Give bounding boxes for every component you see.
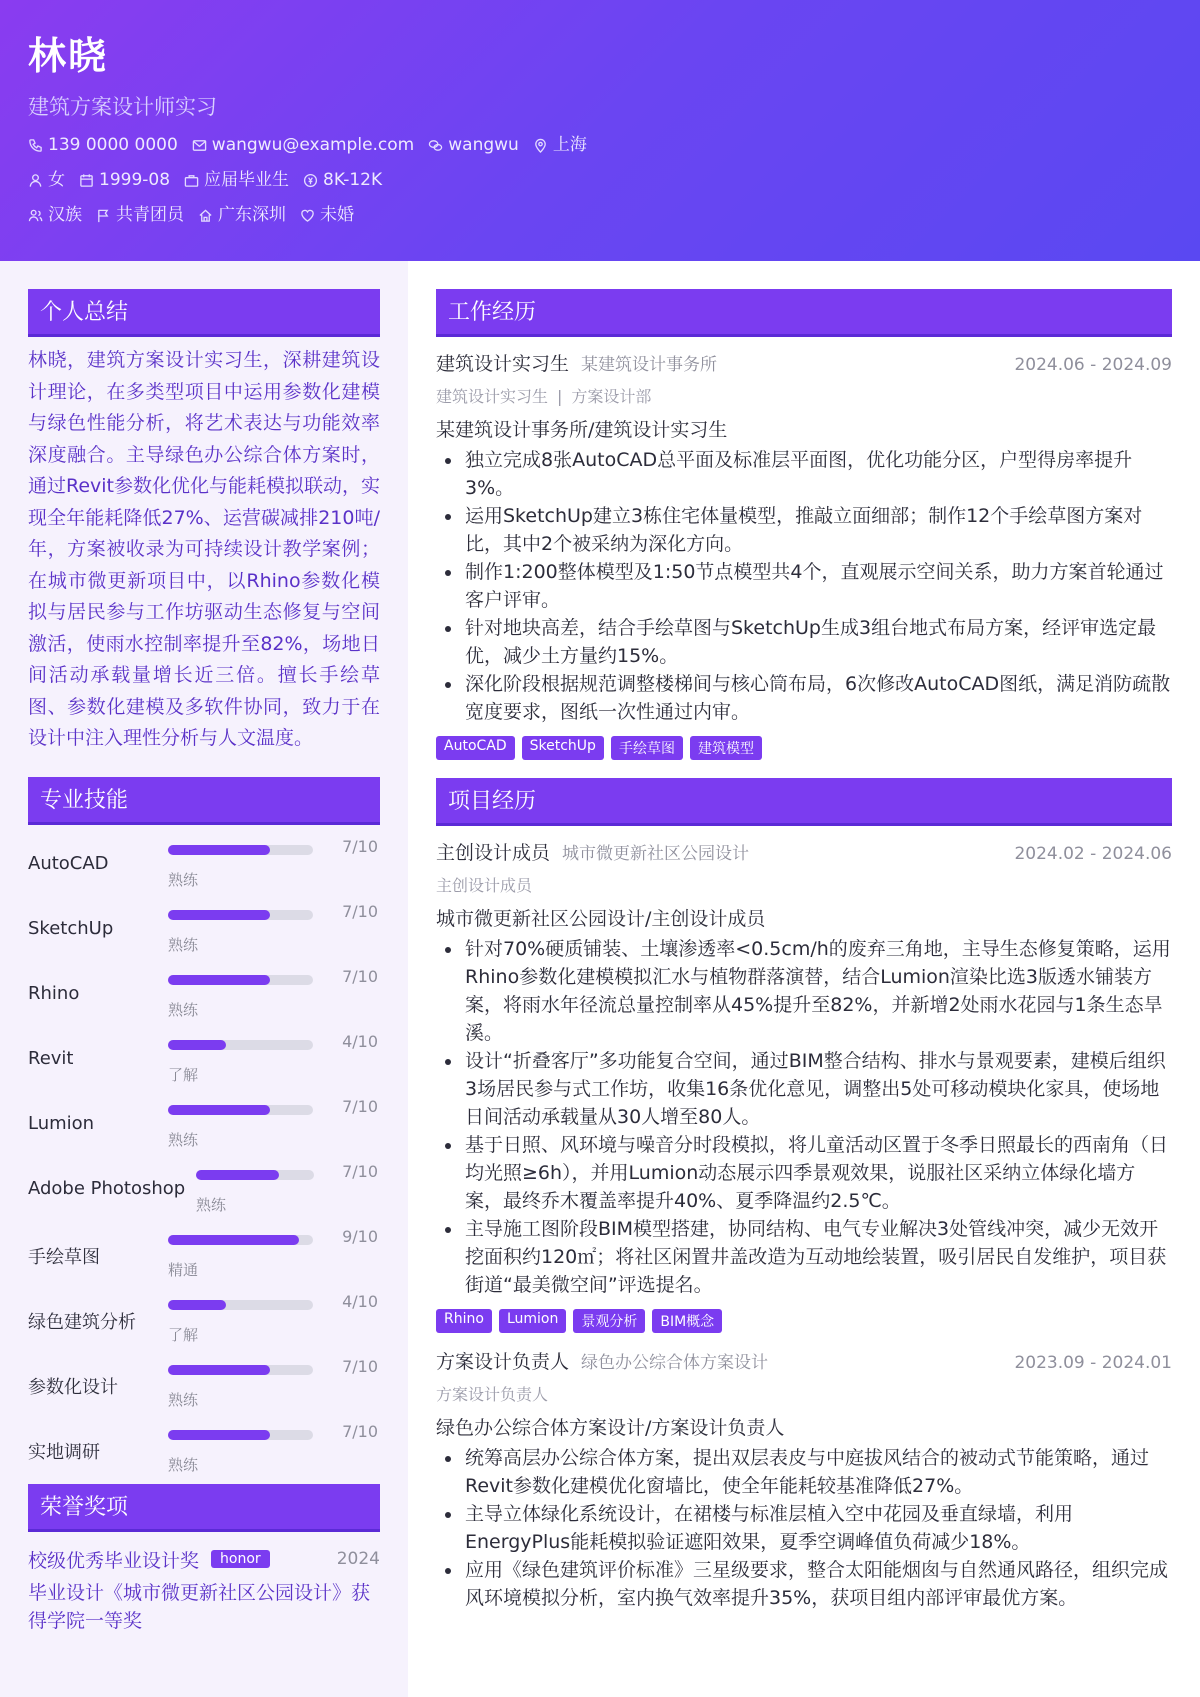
skill-bar-fill [168, 910, 270, 920]
list-item: 设计“折叠客厅”多功能复合空间，通过BIM整合结构、排水与景观要素，建模后组织3场居民参与式工作坊，收集16条优化意见，调整出5处可移动模块化家具，使场地日间活动承载量从30人增至80人。 [436, 1047, 1172, 1131]
work-entry-sub [436, 384, 1172, 407]
project-entry-title: 方案设计负责人 [436, 1351, 570, 1373]
project-entry-head [436, 1347, 1172, 1374]
project-entry-date: 2023.09 - 2024.01 [1014, 1353, 1172, 1373]
mail-icon [192, 138, 207, 153]
briefcase-icon [184, 173, 199, 188]
skill-name: Lumion [28, 1112, 95, 1134]
skill-row [28, 1353, 380, 1418]
home-icon [198, 208, 213, 223]
skill-tag: Rhino [436, 1309, 492, 1333]
skill-name: Rhino [28, 982, 80, 1004]
phone-text: 139 0000 0000 [48, 135, 178, 155]
skill-score: 4/10 [342, 1031, 378, 1051]
skill-score: 7/10 [342, 901, 378, 921]
birth-text: 1999-08 [99, 170, 171, 190]
ethnicity-icon [28, 208, 43, 223]
list-item: 运用SketchUp建立3栋住宅体量模型，推敲立面细部；制作12个手绘草图方案对比，其中2个被采纳为深化方向。 [436, 502, 1172, 558]
flag-icon [96, 208, 111, 223]
skill-score: 7/10 [342, 836, 378, 856]
skill-bar-fill [168, 975, 270, 985]
skill-tag: AutoCAD [436, 736, 515, 760]
project-entry-bullets [436, 1444, 1172, 1612]
work-entry-date: 2024.06 - 2024.09 [1014, 355, 1172, 375]
skill-tag: 建筑模型 [690, 736, 762, 760]
skill-bar-group [168, 1031, 378, 1084]
target-role: 建筑方案设计师实习 [28, 95, 217, 119]
project-entry-line: 绿色办公综合体方案设计/方案设计负责人 [436, 1417, 785, 1439]
list-item: 主导立体绿化系统设计，在裙楼与标准层植入空中花园及垂直绿墙，利用EnergyPlus能耗模拟验证遮阳效果，夏季空调峰值负荷减少18%。 [436, 1500, 1172, 1556]
summary-section-title: 个人总结 [28, 289, 380, 337]
skill-bar-track [168, 1040, 313, 1050]
gender-item [28, 168, 65, 192]
project-entry-sub: 主创设计成员 [436, 876, 533, 895]
skill-tag: 手绘草图 [611, 736, 683, 760]
skill-bar-fill [168, 1365, 270, 1375]
skill-bar-fill [168, 1430, 270, 1440]
skill-name: AutoCAD [28, 852, 109, 874]
skill-score: 4/10 [342, 1291, 378, 1311]
status-item [184, 168, 289, 192]
skill-name: SketchUp [28, 917, 114, 939]
skill-score: 7/10 [342, 1161, 378, 1181]
skill-bar-fill [168, 1235, 299, 1245]
political-text: 共青团员 [116, 205, 184, 225]
skill-bar-track [168, 1235, 313, 1245]
skill-level: 了解 [168, 1065, 199, 1084]
phone-item [28, 133, 178, 157]
skill-level: 熟练 [168, 1000, 199, 1019]
list-item: 基于日照、风环境与噪音分时段模拟，将儿童活动区置于冬季日照最长的西南角（日均光照≥6h），并用Lumion动态展示四季景观效果，说服社区采纳立体绿化墙方案，最终乔木覆盖率提升40%、夏季降温约2.5℃。 [436, 1131, 1172, 1215]
status-text: 应届毕业生 [204, 170, 290, 190]
skill-level: 熟练 [168, 1455, 199, 1474]
skill-level: 精通 [168, 1260, 199, 1279]
project-entry-org: 城市微更新社区公园设计 [562, 844, 750, 864]
email-item [192, 133, 414, 157]
skill-name: 绿色建筑分析 [28, 1311, 136, 1333]
skill-bar-fill [168, 1300, 226, 1310]
user-icon [28, 173, 43, 188]
skill-bar-track [196, 1170, 314, 1180]
skill-bar-track [168, 845, 313, 855]
skill-row [28, 898, 380, 963]
work-entry-title: 建筑设计实习生 [436, 353, 570, 375]
list-item: 深化阶段根据规范调整楼梯间与核心筒布局，6次修改AutoCAD图纸，满足消防疏散宽度要求，图纸一次性通过内审。 [436, 670, 1172, 726]
location-item [533, 133, 587, 157]
project-entry-org: 绿色办公综合体方案设计 [581, 1353, 769, 1373]
project-entry-sub: 方案设计负责人 [436, 1385, 549, 1404]
skill-bar-fill [168, 845, 270, 855]
skill-score: 7/10 [342, 966, 378, 986]
hometown-item [198, 203, 286, 227]
political-item [96, 203, 184, 227]
work-entry-title-group [436, 349, 717, 376]
skills-list [28, 833, 380, 1483]
work-entry-line: 某建筑设计事务所/建筑设计实习生 [436, 419, 728, 441]
skill-bar-track [168, 1300, 313, 1310]
skill-name: Revit [28, 1047, 74, 1069]
resume-header [0, 0, 1200, 261]
skill-level: 熟练 [196, 1195, 227, 1214]
project-entry-title: 主创设计成员 [436, 842, 551, 864]
award-badge: honor [211, 1550, 270, 1568]
list-item: 统筹高层办公综合体方案，提出双层表皮与中庭拔风结合的被动式节能策略，通过Revit参数化建模优化窗墙比，使全年能耗较基准降低27%。 [436, 1444, 1172, 1500]
location-icon [533, 138, 548, 153]
skill-level: 熟练 [168, 1390, 199, 1409]
skill-bar-track [168, 1430, 313, 1440]
skill-bar-track [168, 1365, 313, 1375]
marital-item [300, 203, 354, 227]
work-entry-position: 建筑设计实习生 [436, 387, 549, 406]
skill-bar-fill [168, 1105, 270, 1115]
list-item: 制作1:200整体模型及1:50节点模型共4个，直观展示空间关系，助力方案首轮通过客户评审。 [436, 558, 1172, 614]
skill-score: 7/10 [342, 1421, 378, 1441]
email-text: wangwu@example.com [211, 135, 415, 155]
skill-bar-group [168, 836, 378, 889]
award-name: 校级优秀毕业设计奖 [28, 1549, 200, 1572]
ethnicity-item [28, 203, 82, 227]
work-entry-org: 某建筑设计事务所 [581, 355, 718, 375]
wechat-text: wangwu [448, 135, 519, 155]
phone-icon [28, 138, 43, 153]
profile-row [28, 168, 1172, 192]
skill-row [28, 1223, 380, 1288]
project-entry-date: 2024.02 - 2024.06 [1014, 844, 1172, 864]
skill-name: Adobe Photoshop [28, 1177, 186, 1199]
skill-name: 手绘草图 [28, 1246, 100, 1268]
skills-section-title: 专业技能 [28, 777, 380, 825]
skill-bar-group [168, 1356, 378, 1409]
right-column [408, 261, 1200, 1697]
skill-row [28, 833, 380, 898]
list-item: 独立完成8张AutoCAD总平面及标准层平面图，优化功能分区，户型得房率提升3%。 [436, 446, 1172, 502]
marital-text: 未婚 [320, 205, 354, 225]
work-entry-head [436, 349, 1172, 376]
skill-bar-fill [196, 1170, 279, 1180]
skill-bar-fill [168, 1040, 226, 1050]
contact-row [28, 133, 1172, 157]
projects-section-title: 项目经历 [436, 778, 1172, 826]
hometown-text: 广东深圳 [218, 205, 286, 225]
skill-score: 7/10 [342, 1096, 378, 1116]
award-year: 2024 [336, 1549, 380, 1569]
project-entry-bullets [436, 935, 1172, 1299]
personal-row [28, 203, 1172, 227]
salary-text: 8K-12K [323, 170, 383, 190]
skill-bar-group [168, 901, 378, 954]
skill-tag: BIM概念 [652, 1309, 722, 1333]
skill-row [28, 1418, 380, 1483]
work-entry-department: 方案设计部 [571, 387, 652, 406]
work-entry-bullets [436, 446, 1172, 726]
skill-row [28, 1288, 380, 1353]
birth-item [79, 168, 170, 192]
award-description: 毕业设计《城市微更新社区公园设计》获得学院一等奖 [28, 1581, 371, 1632]
skill-bar-group [168, 966, 378, 1019]
skill-bar-group [196, 1161, 378, 1214]
skill-score: 7/10 [342, 1356, 378, 1376]
project-entry-head [436, 838, 1172, 865]
work-entry-separator: | [557, 387, 563, 406]
skill-level: 了解 [168, 1325, 199, 1344]
skill-tag: SketchUp [522, 736, 604, 760]
award-item [28, 1546, 380, 1573]
skill-name: 实地调研 [28, 1441, 100, 1463]
left-column [0, 261, 408, 1697]
project-entry-title-group [436, 838, 749, 865]
skill-name: 参数化设计 [28, 1376, 118, 1398]
gender-text: 女 [48, 170, 65, 190]
award-name-group [28, 1546, 270, 1573]
skill-level: 熟练 [168, 870, 199, 889]
salary-icon [303, 173, 318, 188]
skill-bar-group [168, 1421, 378, 1474]
awards-section-title: 荣誉奖项 [28, 1484, 380, 1532]
project-entry-title-group [436, 1347, 768, 1374]
summary-text: 林晓，建筑方案设计实习生，深耕建筑设计理论，在多类型项目中运用参数化建模与绿色性能分析，将艺术表达与功能效率深度融合。主导绿色办公综合体方案时，通过Revit参数化优化与能耗模拟联动，实现全年能耗降低27%、运营碳减排210吨/年，方案被收录为可持续设计教学案例；在城市微更新项目中，以Rhino参数化模拟与居民参与工作坊驱动生态修复与空间激活，使雨水控制率提升至82%，场地日间活动承载量增长近三倍。擅长手绘草图、参数化建模及多软件协同，致力于在设计中注入理性分析与人文温度。 [28, 349, 381, 749]
list-item: 主导施工图阶段BIM模型搭建，协同结构、电气专业解决3处管线冲突，减少无效开挖面积约120㎡；将社区闲置井盖改造为互动地绘装置，吸引居民自发维护，项目获街道“最美微空间”评选提名。 [436, 1215, 1172, 1299]
skill-bar-track [168, 910, 313, 920]
skill-score: 9/10 [342, 1226, 378, 1246]
project-entry-tags [436, 1309, 1172, 1333]
skill-bar-track [168, 975, 313, 985]
skill-level: 熟练 [168, 935, 199, 954]
skill-row [28, 1158, 380, 1223]
skill-bar-group [168, 1096, 378, 1149]
skill-tag: 景观分析 [573, 1309, 645, 1333]
skill-row [28, 1028, 380, 1093]
work-section-title: 工作经历 [436, 289, 1172, 337]
wechat-item [428, 133, 519, 157]
list-item: 针对70%硬质铺装、土壤渗透率<0.5cm/h的废弃三角地，主导生态修复策略，运用Rhino参数化建模模拟汇水与植物群落演替，结合Lumion渲染比选3版透水铺装方案，将雨水年径流总量控制率从45%提升至82%，并新增2处雨水花园与1条生态旱溪。 [436, 935, 1172, 1047]
skill-bar-track [168, 1105, 313, 1115]
list-item: 应用《绿色建筑评价标准》三星级要求，整合太阳能烟囱与自然通风路径，组织完成风环境模拟分析，室内换气效率提升35%，获项目组内部评审最优方案。 [436, 1556, 1172, 1612]
wechat-icon [428, 138, 443, 153]
work-entry-tags [436, 736, 1172, 760]
heart-icon [300, 208, 315, 223]
skill-bar-group [168, 1226, 378, 1279]
skill-level: 熟练 [168, 1130, 199, 1149]
project-entry-line: 城市微更新社区公园设计/主创设计成员 [436, 908, 766, 930]
calendar-icon [79, 173, 94, 188]
skill-tag: Lumion [499, 1309, 566, 1333]
skill-row [28, 963, 380, 1028]
ethnicity-text: 汉族 [48, 205, 82, 225]
skill-bar-group [168, 1291, 378, 1344]
skill-row [28, 1093, 380, 1158]
list-item: 针对地块高差，结合手绘草图与SketchUp生成3组台地式布局方案，经评审选定最优，减少土方量约15%。 [436, 614, 1172, 670]
candidate-name: 林晓 [28, 34, 109, 78]
salary-item [303, 168, 382, 192]
location-text: 上海 [552, 135, 587, 155]
